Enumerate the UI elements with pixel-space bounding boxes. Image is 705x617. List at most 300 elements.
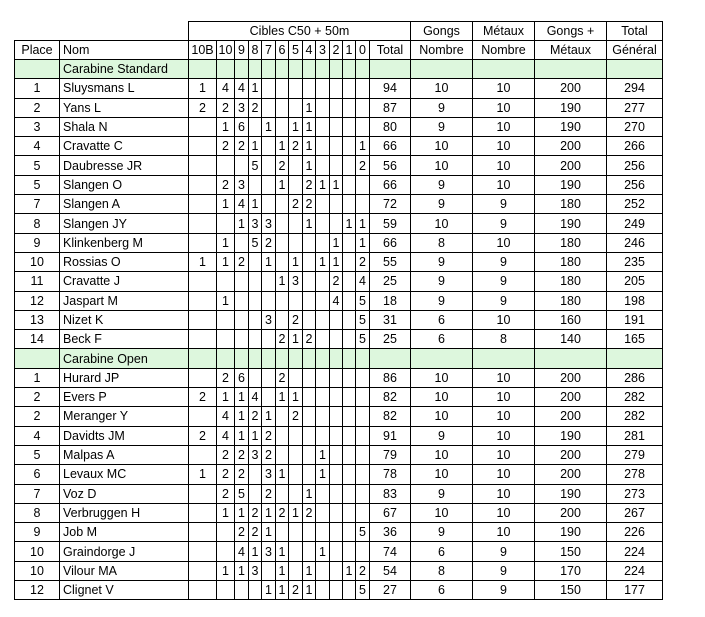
metaux-cell: 8	[473, 330, 535, 349]
score-cell	[249, 330, 262, 349]
total-general-cell: 294	[607, 79, 663, 98]
score-cell	[289, 156, 303, 175]
total-cell: 79	[370, 445, 411, 464]
score-cell	[356, 503, 370, 522]
score-cell	[217, 523, 235, 542]
metaux-cell: 10	[473, 426, 535, 445]
score-cell	[189, 233, 217, 252]
score-cell: 2	[217, 175, 235, 194]
score-cell	[343, 252, 356, 271]
place-cell: 10	[15, 542, 60, 561]
place-cell: 2	[15, 98, 60, 117]
score-cell: 5	[249, 156, 262, 175]
score-cell: 5	[356, 310, 370, 329]
score-cell	[343, 484, 356, 503]
score-cell: 1	[289, 117, 303, 136]
gongs-cell: 9	[411, 195, 473, 214]
score-cell	[217, 581, 235, 600]
score-cell	[235, 272, 249, 291]
gongs-metaux-cell: 200	[535, 388, 607, 407]
header-metaux-nombre: Nombre	[473, 41, 535, 60]
score-cell	[262, 156, 276, 175]
score-cell	[330, 117, 343, 136]
score-cell: 2	[276, 156, 289, 175]
section-score-cell	[330, 349, 343, 368]
score-cell: 2	[289, 310, 303, 329]
score-cell	[276, 233, 289, 252]
score-cell	[316, 484, 330, 503]
total-general-cell: 256	[607, 156, 663, 175]
metaux-cell: 10	[473, 117, 535, 136]
score-cell: 1	[343, 214, 356, 233]
score-cell	[289, 445, 303, 464]
total-general-cell: 281	[607, 426, 663, 445]
gongs-metaux-cell: 190	[535, 484, 607, 503]
score-cell	[356, 407, 370, 426]
gongs-metaux-cell: 190	[535, 426, 607, 445]
score-cell	[235, 156, 249, 175]
score-cell	[330, 484, 343, 503]
score-cell	[316, 368, 330, 387]
metaux-cell: 10	[473, 407, 535, 426]
section-title: Carabine Open	[60, 349, 189, 368]
table-row	[15, 117, 663, 136]
score-cell: 3	[262, 214, 276, 233]
score-cell	[249, 175, 262, 194]
header-score-2: 2	[330, 41, 343, 60]
section-score-cell	[343, 349, 356, 368]
header-score-5: 5	[289, 41, 303, 60]
section-score-cell	[330, 60, 343, 79]
score-cell	[303, 368, 316, 387]
total-cell: 94	[370, 79, 411, 98]
header-gongs-metaux-bottom: Métaux	[535, 41, 607, 60]
score-cell: 1	[249, 542, 262, 561]
total-general-cell: 267	[607, 503, 663, 522]
score-cell: 2	[217, 368, 235, 387]
score-cell: 2	[189, 426, 217, 445]
score-cell	[330, 156, 343, 175]
table-row	[15, 156, 663, 175]
score-cell: 2	[356, 156, 370, 175]
score-cell	[330, 445, 343, 464]
score-cell	[316, 137, 330, 156]
metaux-cell: 10	[473, 79, 535, 98]
score-cell	[217, 310, 235, 329]
score-cell: 1	[316, 445, 330, 464]
table-row	[15, 137, 663, 156]
score-cell	[343, 465, 356, 484]
score-cell	[276, 310, 289, 329]
metaux-cell: 9	[473, 291, 535, 310]
total-cell: 25	[370, 272, 411, 291]
score-cell: 2	[235, 523, 249, 542]
section-score-cell	[235, 60, 249, 79]
section-gongs-cell	[411, 60, 473, 79]
header-score-1: 1	[343, 41, 356, 60]
name-cell: Jaspart M	[60, 291, 189, 310]
gongs-metaux-cell: 180	[535, 252, 607, 271]
score-cell	[262, 291, 276, 310]
section-gm-cell	[535, 349, 607, 368]
score-cell	[289, 542, 303, 561]
score-cell	[217, 330, 235, 349]
metaux-cell: 10	[473, 523, 535, 542]
score-cell	[289, 523, 303, 542]
results-table	[14, 21, 663, 600]
total-general-cell: 286	[607, 368, 663, 387]
name-cell: Vilour MA	[60, 561, 189, 580]
score-cell: 1	[289, 388, 303, 407]
score-cell	[343, 523, 356, 542]
section-score-cell	[343, 60, 356, 79]
score-cell: 1	[276, 175, 289, 194]
score-cell	[330, 542, 343, 561]
place-cell: 6	[15, 465, 60, 484]
name-cell: Evers P	[60, 388, 189, 407]
score-cell: 2	[189, 98, 217, 117]
gongs-metaux-cell: 190	[535, 98, 607, 117]
score-cell: 1	[343, 561, 356, 580]
score-cell	[289, 175, 303, 194]
total-cell: 66	[370, 175, 411, 194]
score-cell	[330, 561, 343, 580]
score-cell: 2	[217, 137, 235, 156]
metaux-cell: 10	[473, 310, 535, 329]
score-cell: 3	[289, 272, 303, 291]
score-cell	[356, 465, 370, 484]
metaux-cell: 9	[473, 561, 535, 580]
gongs-cell: 10	[411, 445, 473, 464]
score-cell	[217, 272, 235, 291]
place-cell: 10	[15, 252, 60, 271]
gongs-cell: 9	[411, 484, 473, 503]
score-cell: 6	[235, 368, 249, 387]
section-score-cell	[356, 349, 370, 368]
name-cell: Malpas A	[60, 445, 189, 464]
gongs-cell: 10	[411, 79, 473, 98]
gongs-cell: 10	[411, 214, 473, 233]
score-cell: 1	[217, 252, 235, 271]
total-cell: 78	[370, 465, 411, 484]
table-row	[15, 175, 663, 194]
table-row	[15, 407, 663, 426]
name-cell: Slangen O	[60, 175, 189, 194]
score-cell	[276, 445, 289, 464]
score-cell: 1	[189, 465, 217, 484]
score-cell	[262, 561, 276, 580]
score-cell: 1	[289, 330, 303, 349]
table-row	[15, 310, 663, 329]
gongs-cell: 6	[411, 330, 473, 349]
table-row	[15, 330, 663, 349]
place-cell: 7	[15, 195, 60, 214]
place-cell: 1	[15, 368, 60, 387]
score-cell: 3	[262, 542, 276, 561]
metaux-cell: 10	[473, 368, 535, 387]
score-cell	[343, 195, 356, 214]
score-cell	[276, 291, 289, 310]
place-cell: 4	[15, 137, 60, 156]
score-cell	[356, 117, 370, 136]
score-cell	[276, 426, 289, 445]
score-cell: 3	[262, 465, 276, 484]
score-cell	[289, 214, 303, 233]
score-cell	[303, 233, 316, 252]
score-cell: 2	[189, 388, 217, 407]
total-cell: 36	[370, 523, 411, 542]
score-cell: 1	[217, 233, 235, 252]
score-cell	[303, 523, 316, 542]
score-cell	[330, 581, 343, 600]
total-cell: 74	[370, 542, 411, 561]
score-cell: 2	[289, 195, 303, 214]
score-cell	[316, 523, 330, 542]
score-cell: 1	[262, 503, 276, 522]
score-cell	[289, 465, 303, 484]
score-cell	[330, 330, 343, 349]
section-place-cell	[15, 349, 60, 368]
score-cell	[303, 310, 316, 329]
score-cell	[303, 79, 316, 98]
gongs-cell: 6	[411, 581, 473, 600]
gongs-metaux-cell: 200	[535, 79, 607, 98]
table-row	[15, 561, 663, 580]
score-cell: 2	[217, 98, 235, 117]
table-row	[15, 581, 663, 600]
score-cell: 2	[262, 426, 276, 445]
score-cell	[217, 214, 235, 233]
score-cell	[303, 465, 316, 484]
score-cell: 1	[303, 561, 316, 580]
header-row-bottom	[15, 41, 663, 60]
place-cell: 8	[15, 214, 60, 233]
score-cell: 1	[316, 465, 330, 484]
table-row	[15, 252, 663, 271]
section-total-cell	[370, 349, 411, 368]
score-cell: 1	[276, 272, 289, 291]
score-cell	[289, 561, 303, 580]
score-cell	[289, 79, 303, 98]
section-score-cell	[303, 349, 316, 368]
table-row	[15, 79, 663, 98]
table-row	[15, 272, 663, 291]
name-cell: Cravatte C	[60, 137, 189, 156]
score-cell	[343, 79, 356, 98]
score-cell	[262, 137, 276, 156]
total-general-cell: 282	[607, 388, 663, 407]
table-row	[15, 523, 663, 542]
score-cell	[343, 388, 356, 407]
header-row-top	[15, 22, 663, 41]
section-total-cell	[370, 60, 411, 79]
score-cell: 6	[235, 117, 249, 136]
score-cell	[343, 310, 356, 329]
score-cell	[217, 542, 235, 561]
score-cell	[330, 388, 343, 407]
score-cell: 5	[356, 291, 370, 310]
header-blank-name	[60, 22, 189, 41]
table-row	[15, 388, 663, 407]
score-cell	[303, 291, 316, 310]
name-cell: Verbruggen H	[60, 503, 189, 522]
metaux-cell: 9	[473, 252, 535, 271]
name-cell: Job M	[60, 523, 189, 542]
name-cell: Graindorge J	[60, 542, 189, 561]
name-cell: Nizet K	[60, 310, 189, 329]
section-score-cell	[189, 349, 217, 368]
total-general-cell: 177	[607, 581, 663, 600]
score-cell	[356, 542, 370, 561]
score-cell: 1	[276, 388, 289, 407]
section-general-cell	[607, 60, 663, 79]
header-gongs-metaux-top: Gongs +	[535, 22, 607, 41]
score-cell	[316, 117, 330, 136]
score-cell: 2	[303, 195, 316, 214]
score-cell	[249, 368, 262, 387]
score-cell	[316, 407, 330, 426]
score-cell: 1	[276, 581, 289, 600]
section-score-cell	[217, 60, 235, 79]
gongs-metaux-cell: 180	[535, 272, 607, 291]
score-cell	[189, 175, 217, 194]
header-nom: Nom	[60, 41, 189, 60]
section-score-cell	[189, 60, 217, 79]
total-cell: 56	[370, 156, 411, 175]
gongs-cell: 9	[411, 426, 473, 445]
score-cell: 1	[249, 137, 262, 156]
name-cell: Voz D	[60, 484, 189, 503]
name-cell: Rossias O	[60, 252, 189, 271]
score-cell	[316, 581, 330, 600]
score-cell	[249, 272, 262, 291]
score-cell	[343, 156, 356, 175]
score-cell	[189, 484, 217, 503]
score-cell	[189, 407, 217, 426]
score-cell	[330, 426, 343, 445]
metaux-cell: 10	[473, 233, 535, 252]
score-cell	[289, 426, 303, 445]
score-cell	[262, 388, 276, 407]
gongs-cell: 10	[411, 407, 473, 426]
total-cell: 59	[370, 214, 411, 233]
score-cell: 1	[356, 233, 370, 252]
score-cell	[356, 79, 370, 98]
gongs-metaux-cell: 200	[535, 503, 607, 522]
score-cell	[276, 98, 289, 117]
section-title: Carabine Standard	[60, 60, 189, 79]
score-cell	[330, 407, 343, 426]
total-cell: 82	[370, 407, 411, 426]
score-cell: 2	[249, 407, 262, 426]
score-cell: 1	[303, 581, 316, 600]
total-cell: 80	[370, 117, 411, 136]
header-gongs-nombre: Nombre	[411, 41, 473, 60]
name-cell: Klinkenberg M	[60, 233, 189, 252]
gongs-cell: 10	[411, 388, 473, 407]
score-cell	[343, 426, 356, 445]
score-cell	[189, 195, 217, 214]
gongs-cell: 10	[411, 137, 473, 156]
score-cell	[249, 581, 262, 600]
score-cell: 2	[262, 445, 276, 464]
score-cell	[343, 330, 356, 349]
section-gm-cell	[535, 60, 607, 79]
score-cell	[356, 445, 370, 464]
score-cell: 1	[276, 561, 289, 580]
header-score-7: 7	[262, 41, 276, 60]
score-cell	[189, 330, 217, 349]
score-cell: 1	[330, 252, 343, 271]
section-score-cell	[249, 60, 262, 79]
score-cell: 1	[303, 156, 316, 175]
score-cell	[316, 79, 330, 98]
total-general-cell: 246	[607, 233, 663, 252]
gongs-metaux-cell: 190	[535, 175, 607, 194]
name-cell: Cravatte J	[60, 272, 189, 291]
score-cell: 3	[262, 310, 276, 329]
score-cell: 4	[235, 542, 249, 561]
score-cell	[330, 79, 343, 98]
section-score-cell	[289, 349, 303, 368]
score-cell: 2	[235, 465, 249, 484]
gongs-cell: 9	[411, 175, 473, 194]
score-cell	[316, 310, 330, 329]
score-cell: 2	[356, 561, 370, 580]
gongs-metaux-cell: 200	[535, 407, 607, 426]
score-cell	[249, 117, 262, 136]
score-cell	[343, 117, 356, 136]
score-cell: 1	[235, 388, 249, 407]
metaux-cell: 9	[473, 542, 535, 561]
total-general-cell: 249	[607, 214, 663, 233]
header-score-6: 6	[276, 41, 289, 60]
gongs-metaux-cell: 140	[535, 330, 607, 349]
section-place-cell	[15, 60, 60, 79]
score-cell	[330, 98, 343, 117]
score-cell	[343, 233, 356, 252]
score-cell: 2	[289, 137, 303, 156]
gongs-cell: 10	[411, 503, 473, 522]
header-total: Total	[370, 41, 411, 60]
place-cell: 3	[15, 117, 60, 136]
score-cell	[316, 388, 330, 407]
total-general-cell: 277	[607, 98, 663, 117]
section-general-cell	[607, 349, 663, 368]
metaux-cell: 10	[473, 175, 535, 194]
header-metaux-top: Métaux	[473, 22, 535, 41]
total-cell: 72	[370, 195, 411, 214]
header-score-9: 9	[235, 41, 249, 60]
score-cell	[235, 291, 249, 310]
score-cell	[330, 195, 343, 214]
total-general-cell: 165	[607, 330, 663, 349]
score-cell: 2	[276, 368, 289, 387]
gongs-metaux-cell: 160	[535, 310, 607, 329]
place-cell: 9	[15, 233, 60, 252]
score-cell	[189, 523, 217, 542]
score-cell: 1	[262, 117, 276, 136]
score-cell: 1	[189, 79, 217, 98]
score-cell	[276, 195, 289, 214]
gongs-metaux-cell: 180	[535, 233, 607, 252]
metaux-cell: 10	[473, 465, 535, 484]
score-cell: 2	[303, 330, 316, 349]
total-cell: 31	[370, 310, 411, 329]
score-cell	[262, 175, 276, 194]
place-cell: 8	[15, 503, 60, 522]
score-cell: 3	[249, 214, 262, 233]
